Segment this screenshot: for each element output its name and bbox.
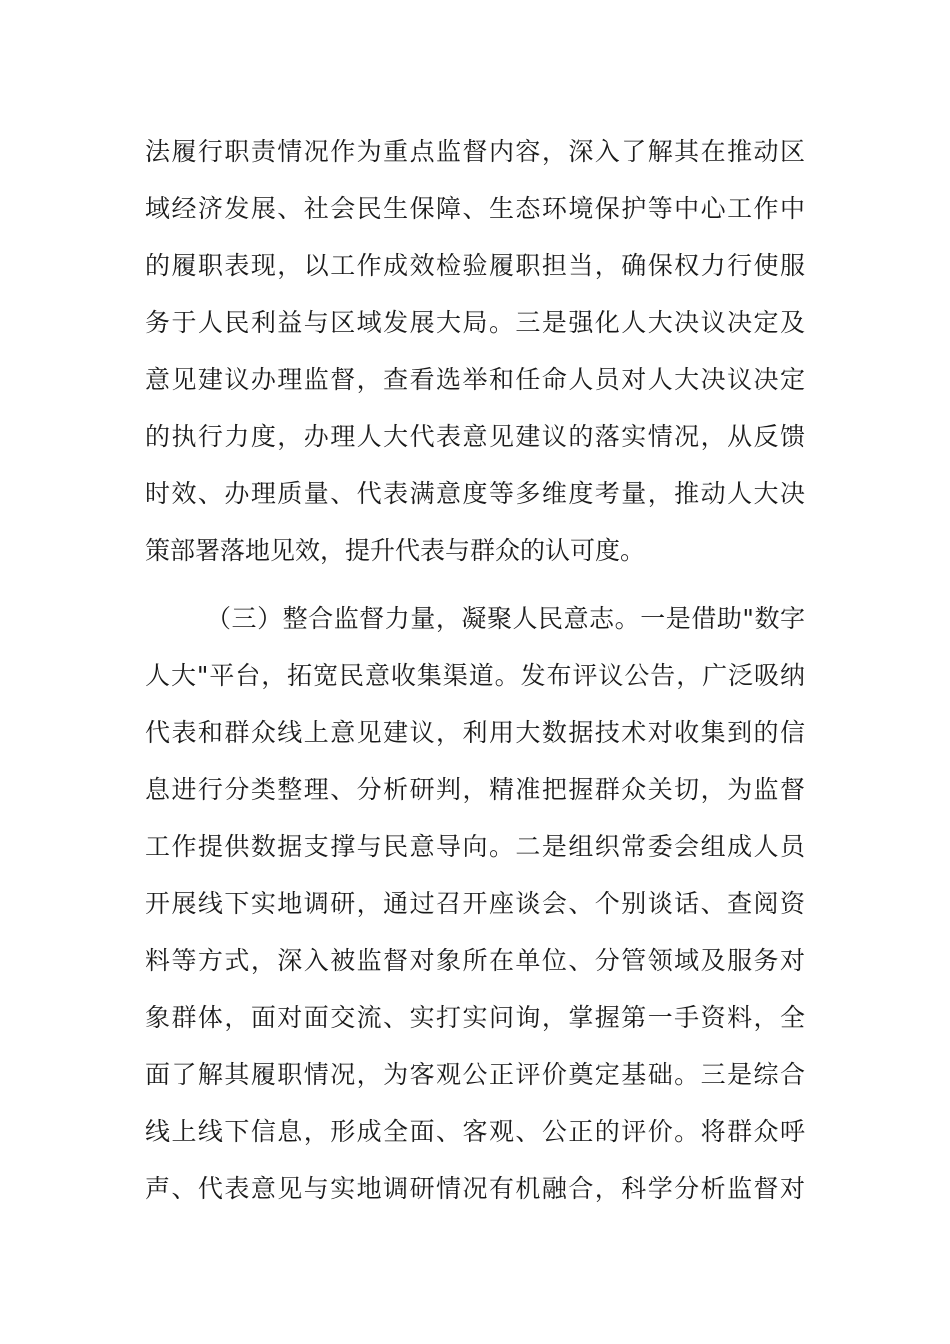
text-line: 人大"平台，拓宽民意收集渠道。发布评议公告，广泛吸纳 <box>145 661 805 690</box>
text-line: 法履行职责情况作为重点监督内容，深入了解其在推动区 <box>145 137 805 166</box>
text-line: 策部署落地见效，提升代表与群众的认可度。 <box>145 536 646 565</box>
text-line: 面了解其履职情况，为客观公正评价奠定基础。三是综合 <box>145 1060 805 1089</box>
text-line: 时效、办理质量、代表满意度等多维度考量，推动人大决 <box>145 479 805 508</box>
text-line: 务于人民利益与区域发展大局。三是强化人大决议决定及 <box>145 308 805 337</box>
text-line: 料等方式，深入被监督对象所在单位、分管领域及服务对 <box>145 946 805 975</box>
section-heading-line: （三）整合监督力量，凝聚人民意志。一是借助"数字 <box>206 604 805 633</box>
text-line: 开展线下实地调研，通过召开座谈会、个别谈话、查阅资 <box>145 889 805 918</box>
text-line: 息进行分类整理、分析研判，精准把握群众关切，为监督 <box>145 775 805 804</box>
text-line: 域经济发展、社会民生保障、生态环境保护等中心工作中 <box>145 194 805 223</box>
text-line: 的执行力度，办理人大代表意见建议的落实情况，从反馈 <box>145 422 805 451</box>
text-line: 声、代表意见与实地调研情况有机融合，科学分析监督对 <box>145 1174 805 1203</box>
text-line: 象群体，面对面交流、实打实问询，掌握第一手资料，全 <box>145 1003 805 1032</box>
text-line: 的履职表现，以工作成效检验履职担当，确保权力行使服 <box>145 251 805 280</box>
text-line: 线上线下信息，形成全面、客观、公正的评价。将群众呼 <box>145 1117 805 1146</box>
text-line: 意见建议办理监督，查看选举和任命人员对人大决议决定 <box>145 365 805 394</box>
text-line: 工作提供数据支撑与民意导向。二是组织常委会组成人员 <box>145 832 805 861</box>
text-line: 代表和群众线上意见建议，利用大数据技术对收集到的信 <box>145 718 805 747</box>
